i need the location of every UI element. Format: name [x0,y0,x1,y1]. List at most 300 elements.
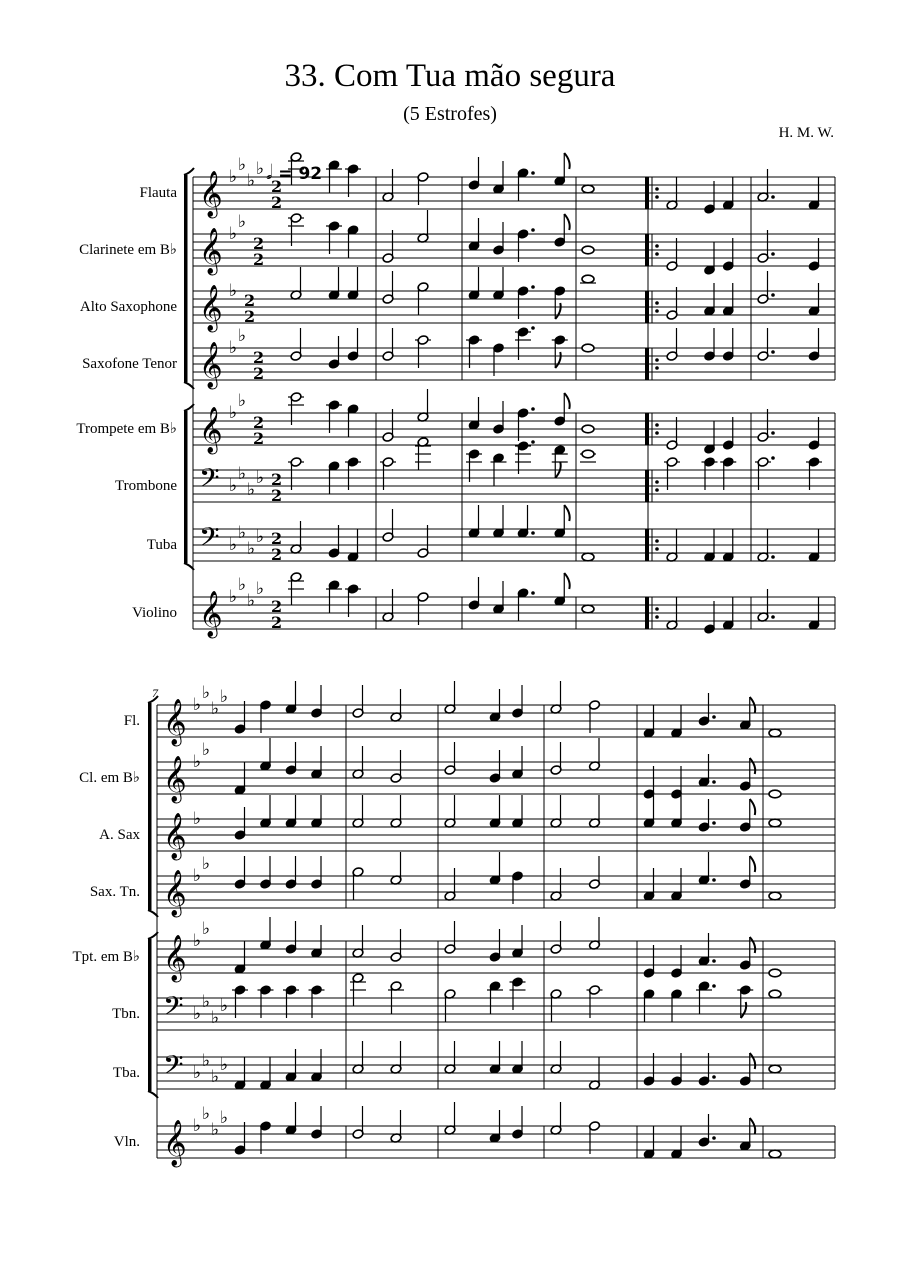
key-signature-flat: ♭ [247,539,256,559]
note [737,985,753,1018]
note [666,328,678,361]
note [722,177,734,210]
key-signature-flat: ♭ [193,1063,202,1083]
note [589,917,601,950]
time-signature-bottom: 2 [271,486,283,505]
note [390,795,402,828]
treble-clef-icon: 𝄞 [199,342,223,388]
note [739,697,755,730]
key-signature-flat: ♭ [229,587,238,607]
note [382,230,394,263]
instrument-label: Cl. em B♭ [79,770,140,786]
note [260,738,272,771]
repeat-dot [655,309,659,313]
repeat-dot [655,615,659,619]
key-signature-flat: ♭ [193,866,202,886]
note [489,852,501,885]
thick-barline [645,348,649,380]
thick-barline [645,529,649,561]
note [234,762,246,795]
note [290,267,302,300]
notehead [582,450,594,458]
instrument-label: Trombone [115,478,177,494]
notehead [769,1065,781,1073]
notehead [769,819,781,827]
note [769,729,781,737]
note [582,344,594,352]
note [512,925,524,958]
notehead [769,790,781,798]
time-signature-bottom: 2 [271,613,283,632]
note [643,945,655,978]
note [769,1065,781,1073]
note [704,242,716,275]
note [444,868,456,901]
note [234,807,246,840]
note [487,981,503,1014]
augmentation-dot [712,780,716,784]
note [444,921,456,954]
note [515,326,535,360]
note [580,450,596,462]
key-signature-flat: ♭ [229,535,238,555]
note-flag [750,856,755,872]
repeat-dot [655,480,659,484]
note [757,589,775,622]
treble-clef-icon: 𝄞 [163,1120,187,1166]
note-flag [564,505,569,521]
note-flag [555,303,560,319]
note [290,328,302,361]
time-signature-top: 2 [271,529,283,548]
note [288,457,304,490]
instrument-label: Tpt. em B♭ [72,949,140,965]
tempo-value: = 92 [278,164,323,184]
notehead [582,246,594,254]
note [510,977,526,1010]
note [328,336,340,369]
note [698,933,716,966]
note [311,746,323,779]
thick-barline [645,234,649,266]
notehead [582,605,594,613]
note [234,941,246,974]
note [512,795,524,828]
note [260,700,272,733]
note [589,1057,601,1090]
note [552,335,568,368]
note [666,238,678,271]
note [234,856,246,889]
note [309,985,325,1018]
note [390,852,402,885]
note [382,409,394,442]
note [493,161,505,194]
key-signature-flat: ♭ [193,931,202,951]
note [589,1121,601,1154]
note [234,701,246,734]
note [285,681,297,714]
repeat-dot [655,244,659,248]
note [326,160,342,193]
note-flag [564,153,569,169]
treble-clef-icon: 𝄞 [199,591,223,637]
key-signature-flat: ♭ [202,683,211,703]
note [720,457,736,490]
note [722,417,734,450]
note [722,238,734,271]
note [285,795,297,828]
note [288,213,304,246]
note [666,287,678,320]
note [517,505,535,538]
score-title: 33. Com Tua mão segura [284,58,616,94]
key-signature-flat: ♭ [193,1004,202,1024]
note [388,981,404,1014]
note [589,856,601,889]
key-signature-flat: ♭ [229,476,238,496]
note [489,1110,501,1143]
note [328,525,340,558]
augmentation-dot [712,715,716,719]
key-signature-flat: ♭ [211,1067,220,1087]
note [234,1122,246,1155]
key-signature-flat: ♭ [229,338,238,358]
note [671,989,683,1022]
bass-clef-icon: 𝄢 [199,462,220,500]
instrument-label: Vln. [113,1134,140,1150]
note [326,580,342,613]
note [260,1121,272,1154]
note [285,856,297,889]
note [512,871,524,904]
note [390,1041,402,1074]
treble-clef-icon: 𝄞 [163,813,187,859]
note [326,221,342,254]
note [493,581,505,614]
note [466,335,482,368]
augmentation-dot [712,959,716,963]
note [722,529,734,562]
notehead [769,990,781,998]
note [582,246,594,254]
key-signature-flat: ♭ [256,468,265,488]
note [382,328,394,361]
augmentation-dot [771,555,775,559]
note-flag [750,937,755,953]
key-signature-flat: ♭ [202,992,211,1012]
note [417,525,429,558]
bass-clef-icon: 𝄢 [163,1049,184,1087]
instrument-label: A. Sax [99,827,140,843]
treble-clef-icon: 𝄞 [163,870,187,916]
bracket-hook [184,168,194,175]
note [415,437,431,470]
note [769,990,781,998]
note [722,597,734,630]
key-signature-flat: ♭ [238,523,247,543]
score-subtitle: (5 Estrofes) [403,103,497,125]
note [390,929,402,962]
note [517,168,535,201]
instrument-label: Clarinete em B♭ [79,242,177,258]
key-signature-flat: ♭ [238,155,247,175]
note [702,457,718,490]
note [806,457,822,490]
note [671,705,683,738]
note [260,856,272,889]
note [550,921,562,954]
note [382,589,394,622]
note [808,283,820,316]
augmentation-dot [531,531,535,535]
note-flag [750,1053,755,1069]
note [283,985,299,1018]
thick-barline [645,413,649,445]
note [704,601,716,634]
group-bracket [184,411,188,563]
key-signature-flat: ♭ [211,1120,220,1140]
key-signature-flat: ♭ [256,579,265,599]
half-note-icon: 𝅗𝅥 [266,160,273,184]
note [444,742,456,775]
note [288,392,304,425]
group-bracket [148,703,152,910]
augmentation-dot [771,293,775,297]
note [311,925,323,958]
note [347,529,359,562]
time-signature-bottom: 2 [244,307,256,326]
augmentation-dot [712,878,716,882]
time-signature-top: 2 [253,348,265,367]
thick-barline [645,597,649,629]
note [288,152,304,185]
key-signature-flat: ♭ [193,752,202,772]
note [704,421,716,454]
key-signature-flat: ♭ [202,1051,211,1071]
note [493,505,505,538]
measure-number: 7 [152,686,158,700]
note [769,790,781,798]
augmentation-dot [712,1136,716,1140]
key-signature-flat: ♭ [220,687,229,707]
note [345,457,361,490]
note [290,521,302,554]
augmentation-dot [712,1075,716,1079]
note [382,509,394,542]
note [580,275,596,283]
note [491,453,507,486]
instrument-label: Flauta [139,185,177,201]
notehead [582,425,594,433]
note [808,417,820,450]
time-signature-top: 2 [253,413,265,432]
repeat-dot [655,252,659,256]
repeat-dot [655,358,659,362]
time-signature-top: 2 [244,291,256,310]
treble-clef-icon: 𝄞 [163,935,187,981]
key-signature-flat: ♭ [211,1008,220,1028]
augmentation-dot [531,285,535,289]
bass-clef-icon: 𝄢 [199,521,220,559]
note [260,917,272,950]
key-signature-flat: ♭ [238,464,247,484]
note-flag [741,1002,746,1018]
note [722,328,734,361]
time-signature-top: 2 [271,177,283,196]
thick-barline [645,470,649,502]
time-signature-bottom: 2 [253,364,265,383]
note [671,945,683,978]
note [288,572,304,605]
note [234,1057,246,1090]
key-signature-flat: ♭ [193,809,202,829]
time-signature-top: 2 [271,597,283,616]
note [352,925,364,958]
note [444,1102,456,1135]
bass-clef-icon: 𝄢 [163,990,184,1028]
composer: H. M. W. [778,125,834,141]
note [347,225,359,258]
augmentation-dot [531,228,535,232]
note [550,742,562,775]
notehead [769,1150,781,1158]
instrument-label: Tba. [112,1065,140,1081]
group-bracket [148,939,152,1091]
note [666,177,678,210]
instrument-label: Trompete em B♭ [76,421,177,437]
note [554,505,570,538]
note [587,985,603,1018]
note [643,1126,655,1159]
augmentation-dot [771,252,775,256]
note [444,1041,456,1074]
note [550,1102,562,1135]
augmentation-dot [531,591,535,595]
time-signature-top: 2 [253,234,265,253]
note [769,1150,781,1158]
note [550,868,562,901]
note [382,271,394,304]
key-signature-flat: ♭ [202,919,211,939]
note [664,457,680,490]
augmentation-dot [771,195,775,199]
note [352,1041,364,1074]
note [468,267,480,300]
note [493,222,505,255]
note [468,157,480,190]
augmentation-dot [531,171,535,175]
note [311,1049,323,1082]
note [232,985,248,1018]
note [285,921,297,954]
note [671,1126,683,1159]
note [671,868,683,901]
note [808,529,820,562]
note [517,407,535,441]
note [489,689,501,722]
repeat-dot [655,539,659,543]
note [512,685,524,718]
notehead [582,275,594,283]
instrument-label: Fl. [123,713,140,729]
note [390,750,402,783]
key-signature-flat: ♭ [220,1108,229,1128]
note [260,1057,272,1090]
note [589,795,601,828]
augmentation-dot [712,821,716,825]
note [352,795,364,828]
note [643,1053,655,1086]
time-signature-bottom: 2 [253,250,265,269]
note [666,417,678,450]
note [468,397,480,430]
repeat-dot [655,301,659,305]
key-signature-flat: ♭ [220,1055,229,1075]
note [489,795,501,828]
note [493,401,505,434]
note [704,181,716,214]
treble-clef-icon: 𝄞 [199,228,223,274]
time-signature-top: 2 [271,470,283,489]
note [285,742,297,775]
key-signature-flat: ♭ [238,212,247,232]
time-signature-bottom: 2 [253,429,265,448]
augmentation-dot [531,440,535,444]
note [517,285,535,319]
key-signature-flat: ♭ [247,480,256,500]
note [808,177,820,210]
note [704,328,716,361]
note [698,852,716,885]
augmentation-dot [771,456,775,460]
key-signature-flat: ♭ [229,281,238,301]
key-signature-flat: ♭ [238,391,247,411]
note [554,573,570,606]
note [489,750,501,783]
instrument-label: Tuba [146,537,177,553]
repeat-dot [655,607,659,611]
note [444,681,456,714]
note [493,343,505,376]
note [582,425,594,433]
note [643,795,655,828]
augmentation-dot [771,350,775,354]
key-signature-flat: ♭ [220,996,229,1016]
note [643,989,655,1022]
treble-clef-icon: 𝄞 [163,756,187,802]
note [347,328,359,361]
note [382,169,394,202]
note [757,529,775,562]
note [466,449,482,482]
note [554,286,566,319]
key-signature-flat: ♭ [202,854,211,874]
note [704,283,716,316]
note [671,795,683,828]
note [489,929,501,962]
augmentation-dot [771,615,775,619]
note-flag [750,758,755,774]
note [258,985,274,1018]
note [352,1106,364,1139]
notehead [769,892,781,900]
note [550,795,562,828]
note [390,689,402,722]
repeat-dot [655,187,659,191]
note [643,705,655,738]
note [769,969,781,977]
